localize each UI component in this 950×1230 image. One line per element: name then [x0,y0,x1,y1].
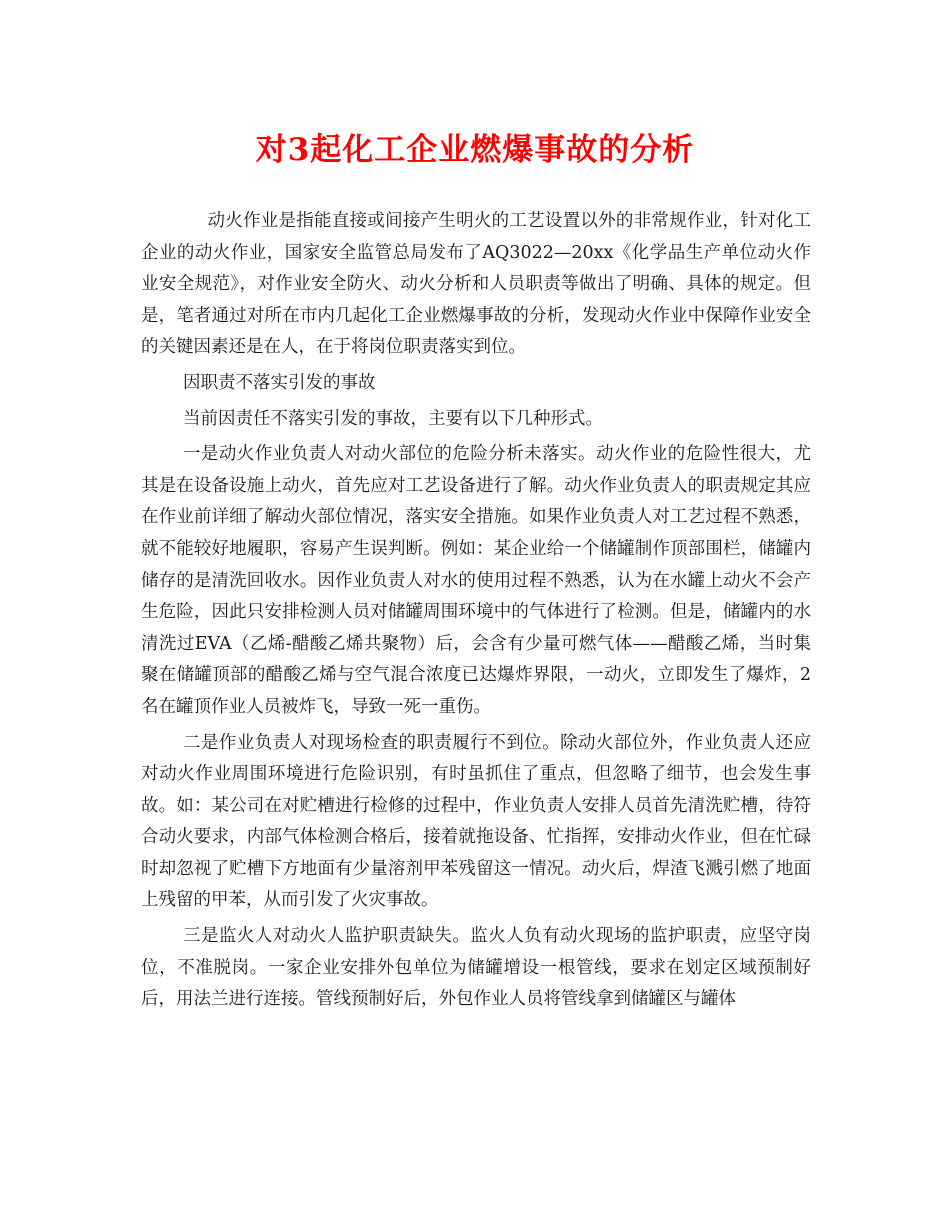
document-body [141,206,811,1016]
paragraph-case-1: 一是动火作业负责人对动火部位的危险分析未落实。动火作业的危险性很大，尤其是在设备设施上动火，首先应对工艺设备进行了解。动火作业负责人的职责规定其应在作业前详细了解动火部位情况，落实安全措施。如果作业负责人对工艺过程不熟悉，就不能较好地履职，容易产生误判断。例如：某企业给一个储罐制作顶部围栏，储罐内储存的是清洗回收水。因作业负责人对水的使用过程不熟悉，认为在水罐上动火不会产生危险，因此只安排检测人员对储罐周围环境中的气体进行了检测。但是，储罐内的水清洗过EVA（乙烯-醋酸乙烯共聚物）后，会含有少量可燃气体——醋酸乙烯，当时集聚在储罐顶部的醋酸乙烯与空气混合浓度已达爆炸界限，一动火，立即发生了爆炸，2名在罐顶作业人员被炸飞，导致一死一重伤。 [141,444,811,717]
section-heading: 因职责不落实引发的事故 [183,372,376,393]
paragraph-case-2: 二是作业负责人对现场检查的职责履行不到位。除动火部位外，作业负责人还应对动火作业周围环境进行危险识别，有时虽抓住了重点，但忽略了细节，也会发生事故。如：某公司在对贮槽进行检修的过程中，作业负责人安排人员首先清洗贮槽，待符合动火要求，内部气体检测合格后，接着就拖设备、忙指挥，安排动火作业，但在忙碌时却忽视了贮槽下方地面有少量溶剂甲苯残留这一情况。动火后，焊渣飞溅引燃了地面上残留的甲苯，从而引发了火灾事故。 [141,732,811,911]
paragraph-forms: 当前因责任不落实引发的事故，主要有以下几种形式。 [183,408,603,429]
document-title: 对3起化工企业燃爆事故的分析 [255,132,695,168]
paragraph-case-3: 三是监火人对动火人监护职责缺失。监火人负有动火现场的监护职责，应坚守岗位，不准脱岗。一家企业安排外包单位为储罐增设一根管线，要求在划定区域预制好后，用法兰进行连接。管线预制好后，外包作业人员将管线拿到储罐区与罐体 [141,926,811,1010]
paragraph-intro: 动火作业是指能直接或间接产生明火的工艺设置以外的非常规作业，针对化工企业的动火作业，国家安全监管总局发布了AQ3022—20xx《化学品生产单位动火作业安全规范》，对作业安全防火、动火分析和人员职责等做出了明确、具体的规定。但是，笔者通过对所在市内几起化工企业燃爆事故的分析，发现动火作业中保障作业安全的关键因素还是在人，在于将岗位职责落实到位。 [141,211,811,358]
